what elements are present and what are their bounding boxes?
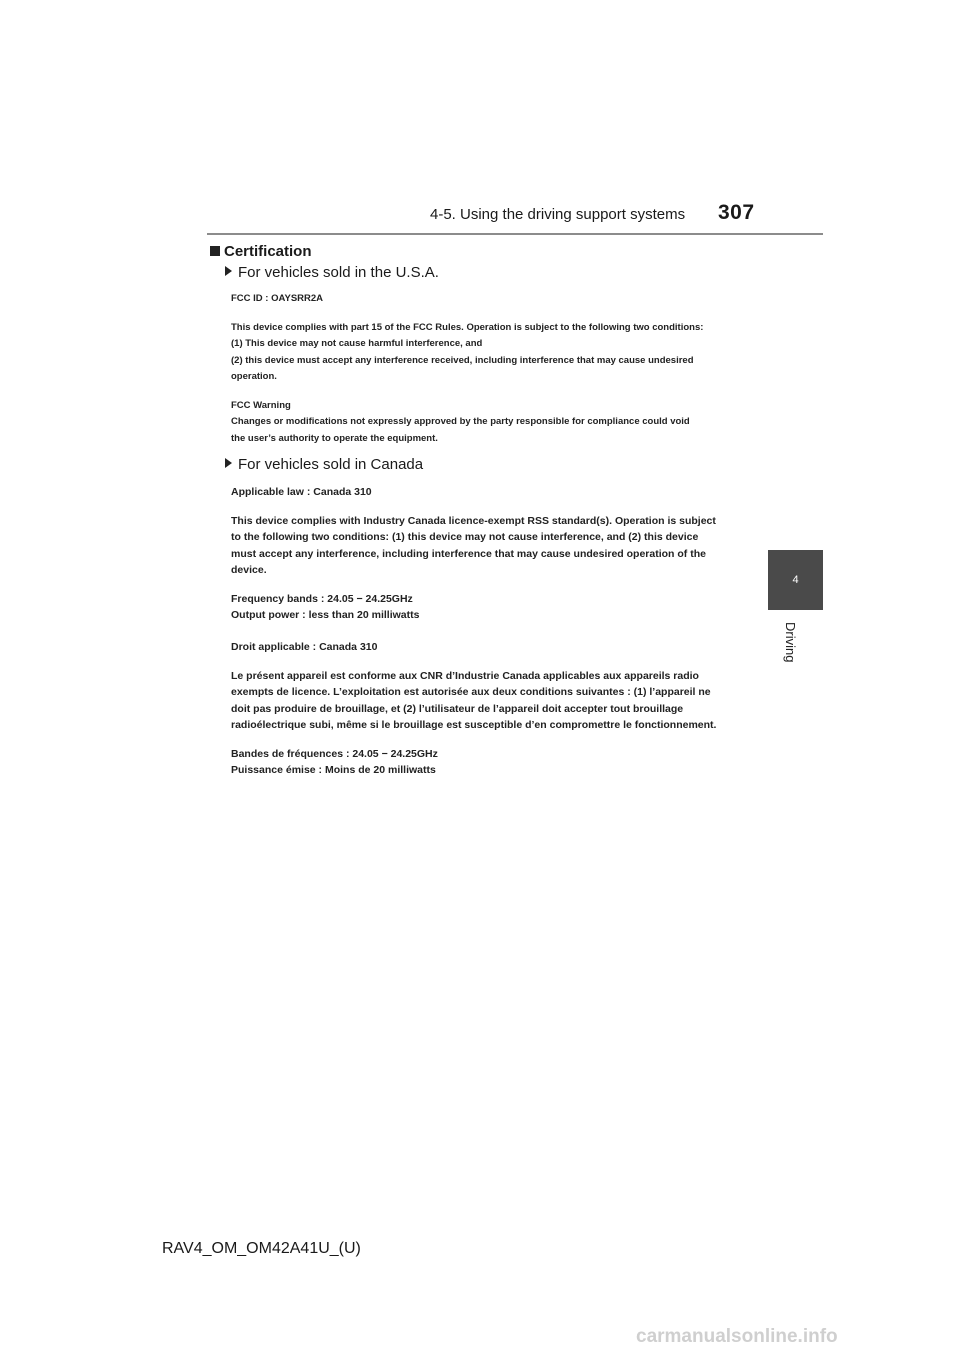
- section-heading: [210, 243, 312, 260]
- label-line: (1) This device may not cause harmful interference, and: [231, 338, 483, 349]
- usa-bullet-label: For vehicles sold in the U.S.A.: [238, 264, 439, 281]
- triangle-bullet-icon: [225, 458, 232, 468]
- page-number: 307: [718, 201, 755, 224]
- label-line: Applicable law : Canada 310: [231, 486, 372, 498]
- chapter-tab: [768, 550, 823, 610]
- label-line: FCC ID : OAYSRR2A: [231, 293, 324, 304]
- label-line: This device complies with Industry Canada licence-exempt RSS standard(s). Operation is subject: [231, 514, 716, 527]
- label-line: This device complies with part 15 of the FCC Rules. Operation is subject to the following two conditions:: [231, 321, 704, 333]
- label-line: operation.: [231, 371, 277, 382]
- label-line: doit pas produire de brouillage, et (2) l’utilisateur de l’appareil doit accepter tout brouillage: [231, 702, 684, 715]
- canada-bullet-label: For vehicles sold in Canada: [238, 456, 424, 473]
- label-line: (2) this device must accept any interference received, including interference that may cause undesired: [231, 354, 694, 366]
- label-line: Le présent appareil est conforme aux CNR d’Industrie Canada applicables aux appareils radio: [231, 669, 699, 682]
- label-line: Changes or modifications not expressly approved by the party responsible for compliance could void: [231, 416, 690, 427]
- label-line: radioélectrique subi, même si le brouillage est susceptible d’en compromettre le fonctionnement.: [231, 719, 717, 731]
- label-line: exempts de licence. L’exploitation est autorisée aux deux conditions suivantes : (1) l’appareil ne: [231, 686, 711, 698]
- label-line: must accept any interference, including interference that may cause undesired operation of the: [231, 547, 706, 560]
- label-line: Bandes de fréquences : 24.05 − 24.25GHz: [231, 747, 438, 760]
- header-divider: [207, 233, 823, 235]
- fcc-id-group: [231, 291, 751, 308]
- section-header-title: 4-5. Using the driving support systems: [430, 206, 686, 223]
- square-bullet-icon: [210, 246, 220, 256]
- document-code: RAV4_OM_OM42A41U_(U): [162, 1240, 361, 1257]
- label-line: device.: [231, 564, 267, 576]
- watermark: carmanualsonline.info: [636, 1326, 838, 1347]
- label-line: Puissance émise : Moins de 20 milliwatts: [231, 764, 436, 776]
- usa-bullet: [225, 264, 439, 281]
- fcc-compliance-group: [231, 320, 751, 386]
- canada-bullet: [225, 456, 423, 473]
- triangle-bullet-icon: [225, 266, 232, 276]
- canada-french-label-block: [231, 639, 751, 779]
- label-line: Frequency bands : 24.05 − 24.25GHz: [231, 592, 413, 605]
- label-line: FCC Warning: [231, 399, 291, 411]
- fcc-warning-group: [231, 398, 751, 448]
- label-line: Droit applicable : Canada 310: [231, 641, 378, 653]
- canada-english-label-block: [231, 484, 751, 624]
- label-line: Output power : less than 20 milliwatts: [231, 609, 420, 621]
- chapter-label: Driving: [783, 622, 798, 663]
- label-line: to the following two conditions: (1) this device may not cause interference, and (2) this device: [231, 531, 699, 543]
- label-line: the user’s authority to operate the equipment.: [231, 432, 438, 444]
- chapter-number: 4: [792, 574, 799, 586]
- fcc-label-block: [231, 291, 751, 447]
- section-heading-text: Certification: [224, 243, 312, 260]
